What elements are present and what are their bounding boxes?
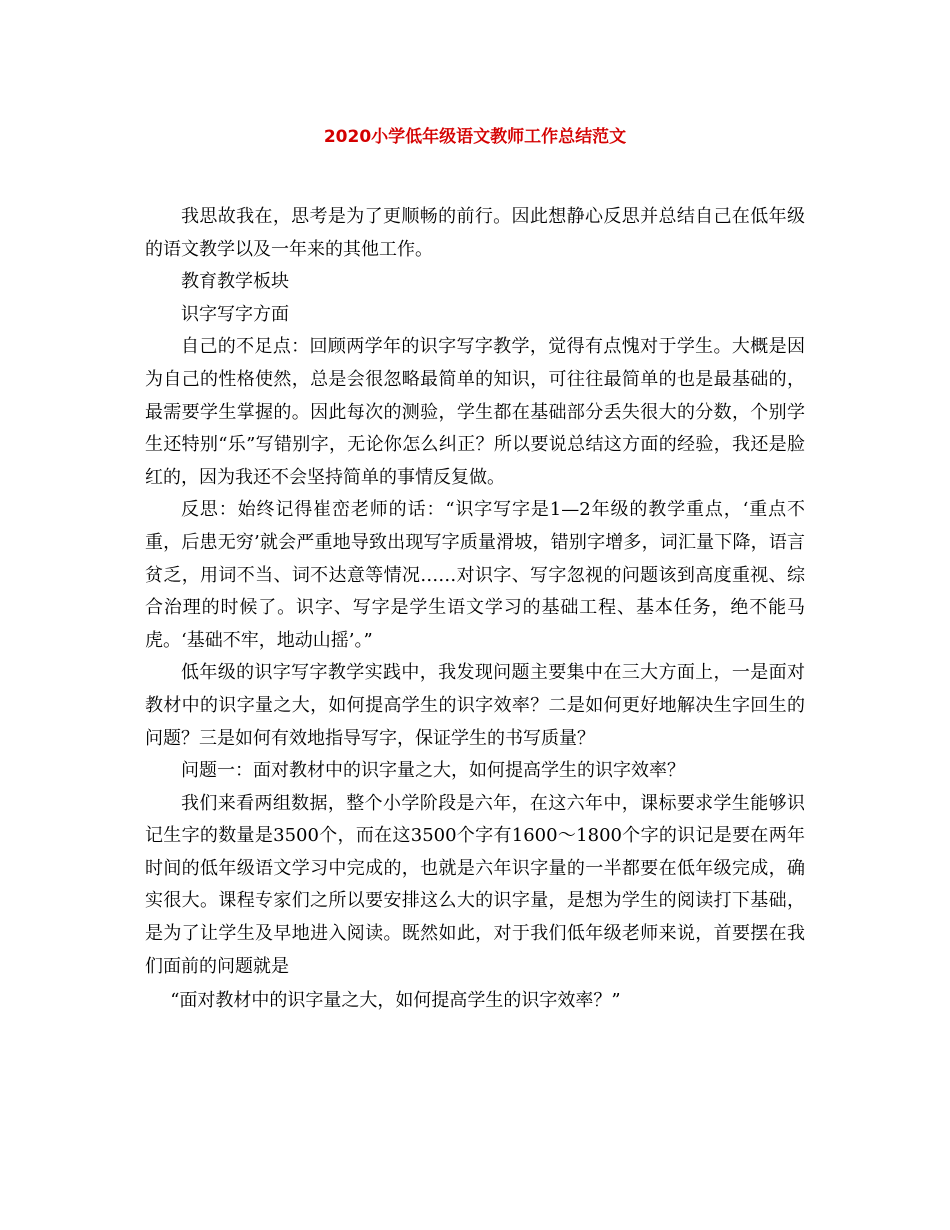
paragraph-data: 我们来看两组数据，整个小学阶段是六年，在这六年中，课标要求学生能够识记生字的数量是3500个，而在这3500个字有1600～1800个字的识记是要在两年时间的低年级语文学习中完成的，也就是六年识字量的一半都要在低年级完成，确实很大。课程专家们之所以要安排这么大的识字量，是想为学生的阅读打下基础，是为了让学生及早地进入阅读。既然如此，对于我们低年级老师来说，首要摆在我们面前的问题就是 [145,792,805,977]
paragraph-three-problems: 低年级的识字写字教学实践中，我发现问题主要集中在三大方面上，一是面对教材中的识字量之大，如何提高学生的识字效率？二是如何更好地解决生字回生的问题？三是如何有效地指导写字，保证学生的书写质量？ [145,662,805,749]
paragraph-shortcomings: 自己的不足点：回顾两学年的识字写字教学，觉得有点愧对于学生。大概是因为自己的性格使然，总是会很忽略最简单的知识，可往往最简单的也是最基础的，最需要学生掌握的。因此每次的测验，学生都在基础部分丢失很大的分数，个别学生还特别“乐”写错别字，无论你怎么纠正？所以要说总结这方面的经验，我还是脸红的，因为我还不会坚持简单的事情反复做。 [145,336,805,488]
document-title: 2020小学低年级语文教师工作总结范文 [323,127,627,147]
heading-literacy-writing: 识字写字方面 [181,303,289,325]
paragraph-problem-one: 问题一：面对教材中的识字量之大，如何提高学生的识字效率？ [181,760,685,782]
paragraph-reflection: 反思：始终记得崔峦老师的话：“识字写字是1—2年级的教学重点，‘重点不重，后患无穷’就会严重地导致出现写字质量滑坡，错别字增多，词汇量下降，语言贫乏，用词不当、词不达意等情况……对识字、写字忽视的问题该到高度重视、综合治理的时候了。识字、写字是学生语文学习的基础工程、基本任务，绝不能马虎。‘基础不牢，地动山摇’。” [145,499,805,651]
closing-quote: “面对教材中的识字量之大，如何提高学生的识字效率？” [170,990,621,1012]
document-page [145,125,805,1018]
heading-teaching-section: 教育教学板块 [181,271,289,293]
paragraph-intro: 我思故我在，思考是为了更顺畅的前行。因此想静心反思并总结自己在低年级的语文教学以及一年来的其他工作。 [145,206,805,260]
